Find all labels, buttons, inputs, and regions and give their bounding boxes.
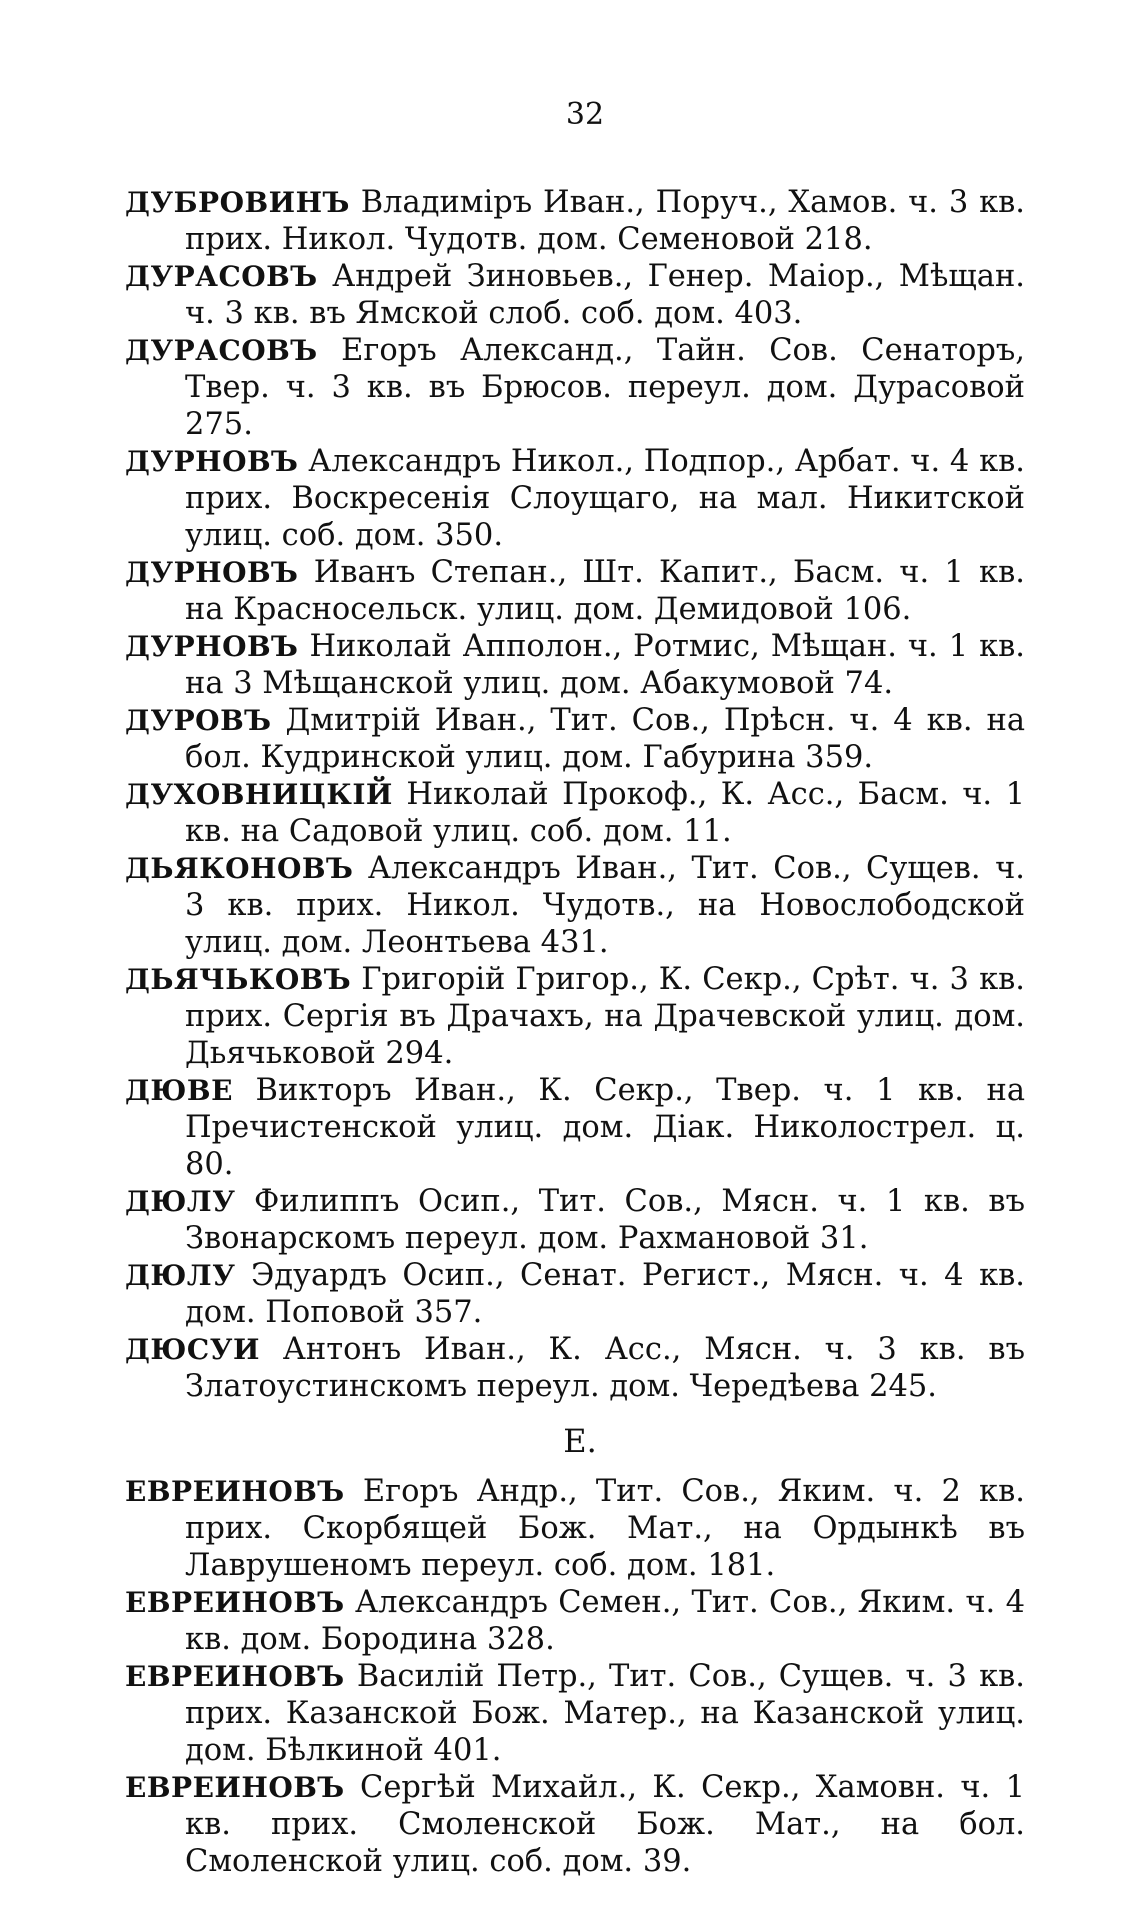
entry-text: Василій Петр., Тит. Сов., Сущев. ч. 3 кв. прих. Казанской Бож. Матер., на Казанской улиц. дом. Бѣлкиной 401. — [185, 1659, 1025, 1768]
entry-text: Дмитрій Иван., Тит. Сов., Прѣсн. ч. 4 кв. на бол. Кудринской улиц. дом. Габурина 359. — [185, 703, 1025, 775]
entry-surname: ДУРАСОВЪ — [125, 334, 318, 367]
directory-entry — [125, 1072, 1025, 1183]
entry-text: Николай Апполон., Ротмис, Мѣщан. ч. 1 кв. на 3 Мѣщанской улиц. дом. Абакумовой 74. — [185, 629, 1025, 701]
directory-entry — [125, 258, 1025, 332]
directory-entry — [125, 628, 1025, 702]
directory-entry — [125, 554, 1025, 628]
directory-entry — [125, 332, 1025, 443]
entry-surname: ЕВРЕИНОВЪ — [125, 1586, 345, 1619]
directory-entry — [125, 1473, 1025, 1584]
entry-surname: ЕВРЕИНОВЪ — [125, 1771, 345, 1804]
directory-entry — [125, 1584, 1025, 1658]
entry-text: Викторъ Иван., К. Секр., Твер. ч. 1 кв. на Пречистенской улиц. дом. Діак. Николострел. ц. 80. — [185, 1073, 1025, 1182]
entry-text: Александръ Иван., Тит. Сов., Сущев. ч. 3 кв. прих. Никол. Чудотв., на Новослободской улиц. дом. Леонтьева 431. — [185, 851, 1025, 960]
section-e-entries — [125, 1473, 1025, 1880]
directory-entry — [125, 1769, 1025, 1880]
directory-entry — [125, 850, 1025, 961]
entry-text: Григорій Григор., К. Секр., Срѣт. ч. 3 кв. прих. Сергія въ Драчахъ, на Драчевской улиц. дом. Дьячьковой 294. — [185, 962, 1025, 1071]
entry-surname: ДЮСУИ — [125, 1333, 260, 1366]
entry-text: Егоръ Александ., Тайн. Сов. Сенаторъ, Твер. ч. 3 кв. въ Брюсов. переул. дом. Дурасовой 275. — [185, 333, 1025, 442]
entry-surname: ЕВРЕИНОВЪ — [125, 1475, 345, 1508]
entry-surname: ДУХОВНИЦКІЙ — [125, 778, 393, 811]
entry-text: Александръ Семен., Тит. Сов., Яким. ч. 4 кв. дом. Бородина 328. — [185, 1585, 1025, 1657]
entry-surname: ДЮВЕ — [125, 1074, 233, 1107]
entry-text: Александръ Никол., Подпор., Арбат. ч. 4 кв. прих. Воскресенія Слоущаго, на мал. Никитской улиц. соб. дом. 350. — [185, 444, 1025, 553]
directory-entry — [125, 443, 1025, 554]
entry-text: Андрей Зиновьев., Генер. Маіор., Мѣщан. ч. 3 кв. въ Ямской слоб. соб. дом. 403. — [185, 259, 1025, 331]
entry-surname: ДУБРОВИНЪ — [125, 186, 350, 219]
directory-entry — [125, 1257, 1025, 1331]
entry-surname: ДУРАСОВЪ — [125, 260, 318, 293]
directory-entry — [125, 184, 1025, 258]
entry-text: Владиміръ Иван., Поруч., Хамов. ч. 3 кв. прих. Никол. Чудотв. дом. Семеновой 218. — [185, 185, 1026, 257]
page-number: 32 — [565, 97, 605, 132]
entry-text: Николай Прокоф., К. Асс., Басм. ч. 1 кв. на Садовой улиц. соб. дом. 11. — [185, 777, 1025, 849]
directory-entry — [125, 1658, 1025, 1769]
directory-entry — [125, 776, 1025, 850]
entry-surname: ДУРОВЪ — [125, 704, 272, 737]
directory-entry — [125, 961, 1025, 1072]
section-d-entries — [125, 184, 1025, 1405]
entry-text: Сергѣй Михайл., К. Секр., Хамовн. ч. 1 кв. прих. Смоленской Бож. Мат., на бол. Смоленской улиц. соб. дом. 39. — [185, 1770, 1025, 1879]
directory-entry — [125, 1183, 1025, 1257]
entry-surname: ДЬЯЧЬКОВЪ — [125, 963, 352, 996]
entry-text: Иванъ Степан., Шт. Капит., Басм. ч. 1 кв. на Красносельск. улиц. дом. Демидовой 106. — [185, 555, 1025, 627]
entry-surname: ДУРНОВЪ — [125, 630, 299, 663]
directory-entry — [125, 702, 1025, 776]
entry-surname: ДЬЯКОНОВЪ — [125, 852, 354, 885]
entry-surname: ДЮЛУ — [125, 1185, 236, 1218]
entry-text: Антонъ Иван., К. Асс., Мясн. ч. 3 кв. въ Златоустинскомъ переул. дом. Чередѣева 245. — [185, 1332, 1025, 1404]
entry-text: Эдуардъ Осип., Сенат. Регист., Мясн. ч. 4 кв. дом. Поповой 357. — [185, 1258, 1025, 1330]
entry-text: Егоръ Андр., Тит. Сов., Яким. ч. 2 кв. прих. Скорбящей Бож. Мат., на Ордынкѣ въ Лаврушеномъ переул. соб. дом. 181. — [185, 1474, 1025, 1583]
entry-surname: ДЮЛУ — [125, 1259, 236, 1292]
section-heading-e: Е. — [563, 1422, 597, 1460]
entry-surname: ДУРНОВЪ — [125, 445, 299, 478]
entry-text: Филиппъ Осип., Тит. Сов., Мясн. ч. 1 кв. въ Звонарскомъ переул. дом. Рахмановой 31. — [185, 1184, 1025, 1256]
entry-surname: ДУРНОВЪ — [125, 556, 299, 589]
entry-surname: ЕВРЕИНОВЪ — [125, 1660, 345, 1693]
directory-page — [125, 98, 1025, 1880]
directory-entry — [125, 1331, 1025, 1405]
